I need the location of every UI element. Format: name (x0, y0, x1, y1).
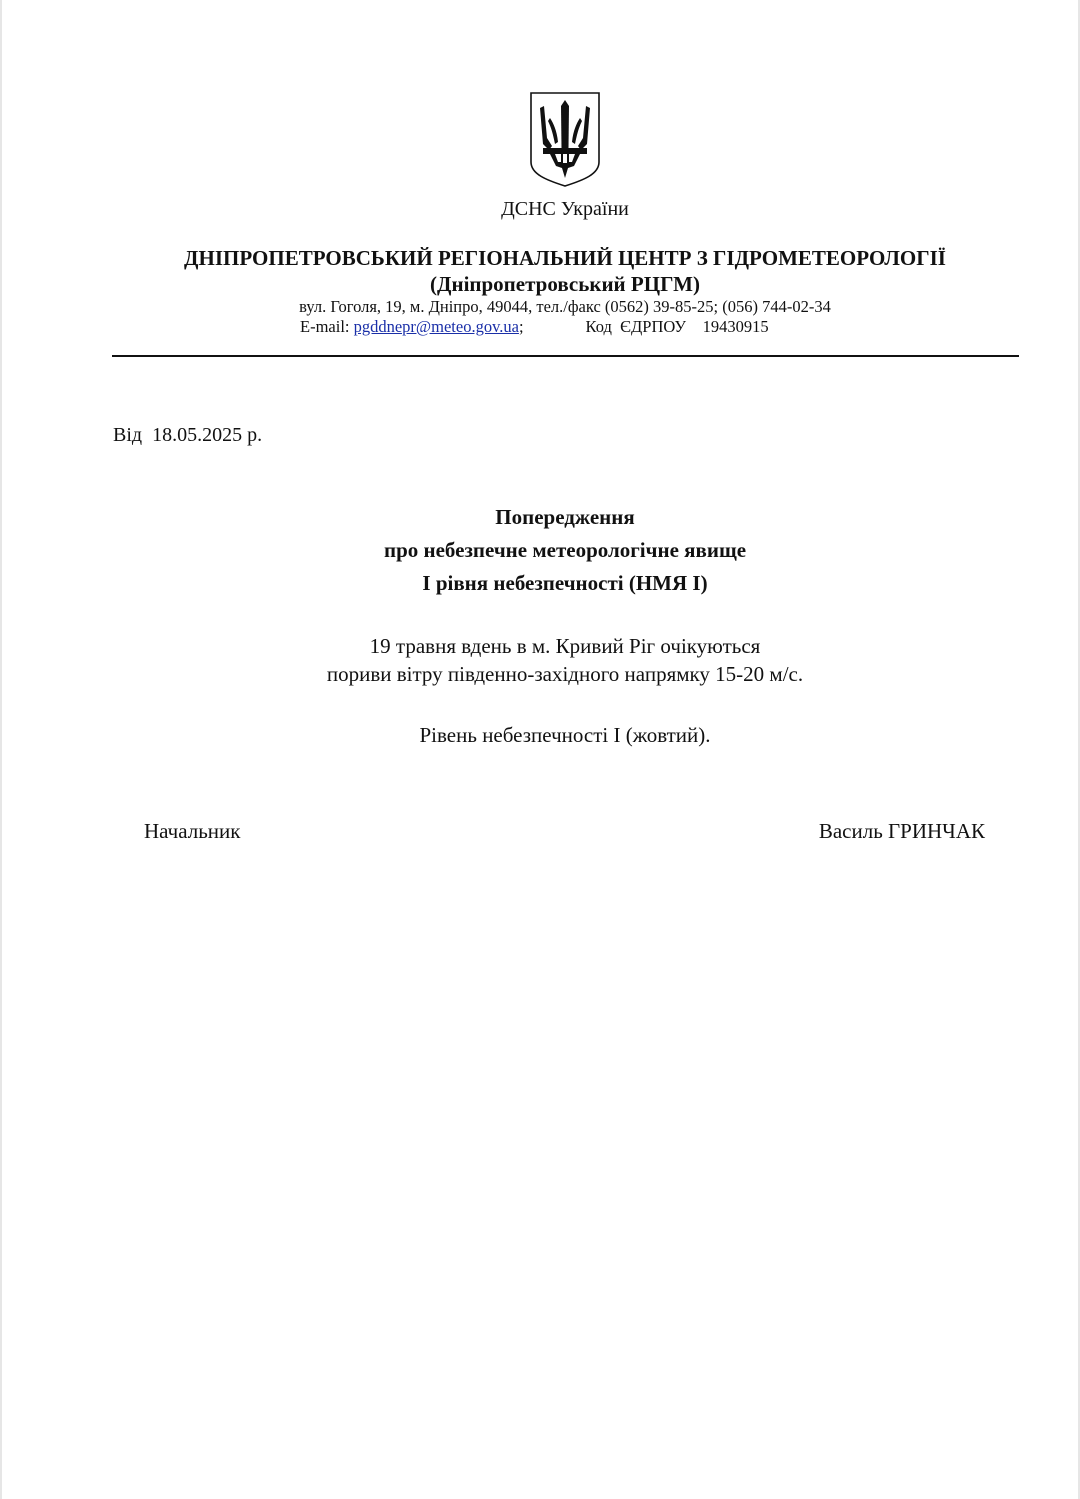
organization-name: ДНІПРОПЕТРОВСЬКИЙ РЕГІОНАЛЬНИЙ ЦЕНТР З ГІДРОМЕТЕОРОЛОГІЇ (184, 246, 946, 270)
hazard-level-text: Рівень небезпечності І (жовтий). (419, 723, 711, 747)
warning-text-line-1: 19 травня вдень в м. Кривий Ріг очікуються (369, 634, 761, 658)
coat-of-arms-icon (528, 90, 602, 188)
edrpou-label: Код ЄДРПОУ (585, 317, 687, 336)
agency-name: ДСНС України (501, 198, 629, 220)
signatory-name: Василь ГРИНЧАК (818, 819, 985, 843)
email-suffix: ; (518, 317, 524, 336)
organization-short-name: (Дніпропетровський РЦГМ) (430, 272, 700, 296)
warning-subtitle: про небезпечне метеорологічне явище (383, 538, 747, 562)
header-divider (112, 355, 1019, 357)
warning-text-line-2: пориви вітру південно-західного напрямку 15-20 м/с. (326, 662, 804, 686)
signatory-position: Начальник (144, 819, 241, 843)
email-label: E-mail: (300, 317, 354, 336)
document-date: Від 18.05.2025 р. (113, 424, 263, 446)
edrpou-value: 19430915 (702, 317, 769, 336)
warning-title: Попередження (495, 505, 635, 529)
contacts-line (300, 317, 769, 337)
email-link[interactable]: pgddnepr@meteo.gov.ua (353, 317, 519, 336)
organization-address: вул. Гоголя, 19, м. Дніпро, 49044, тел./факс (0562) 39-85-25; (056) 744-02-34 (299, 297, 831, 316)
warning-level-title: І рівня небезпечності (НМЯ І) (422, 571, 708, 595)
